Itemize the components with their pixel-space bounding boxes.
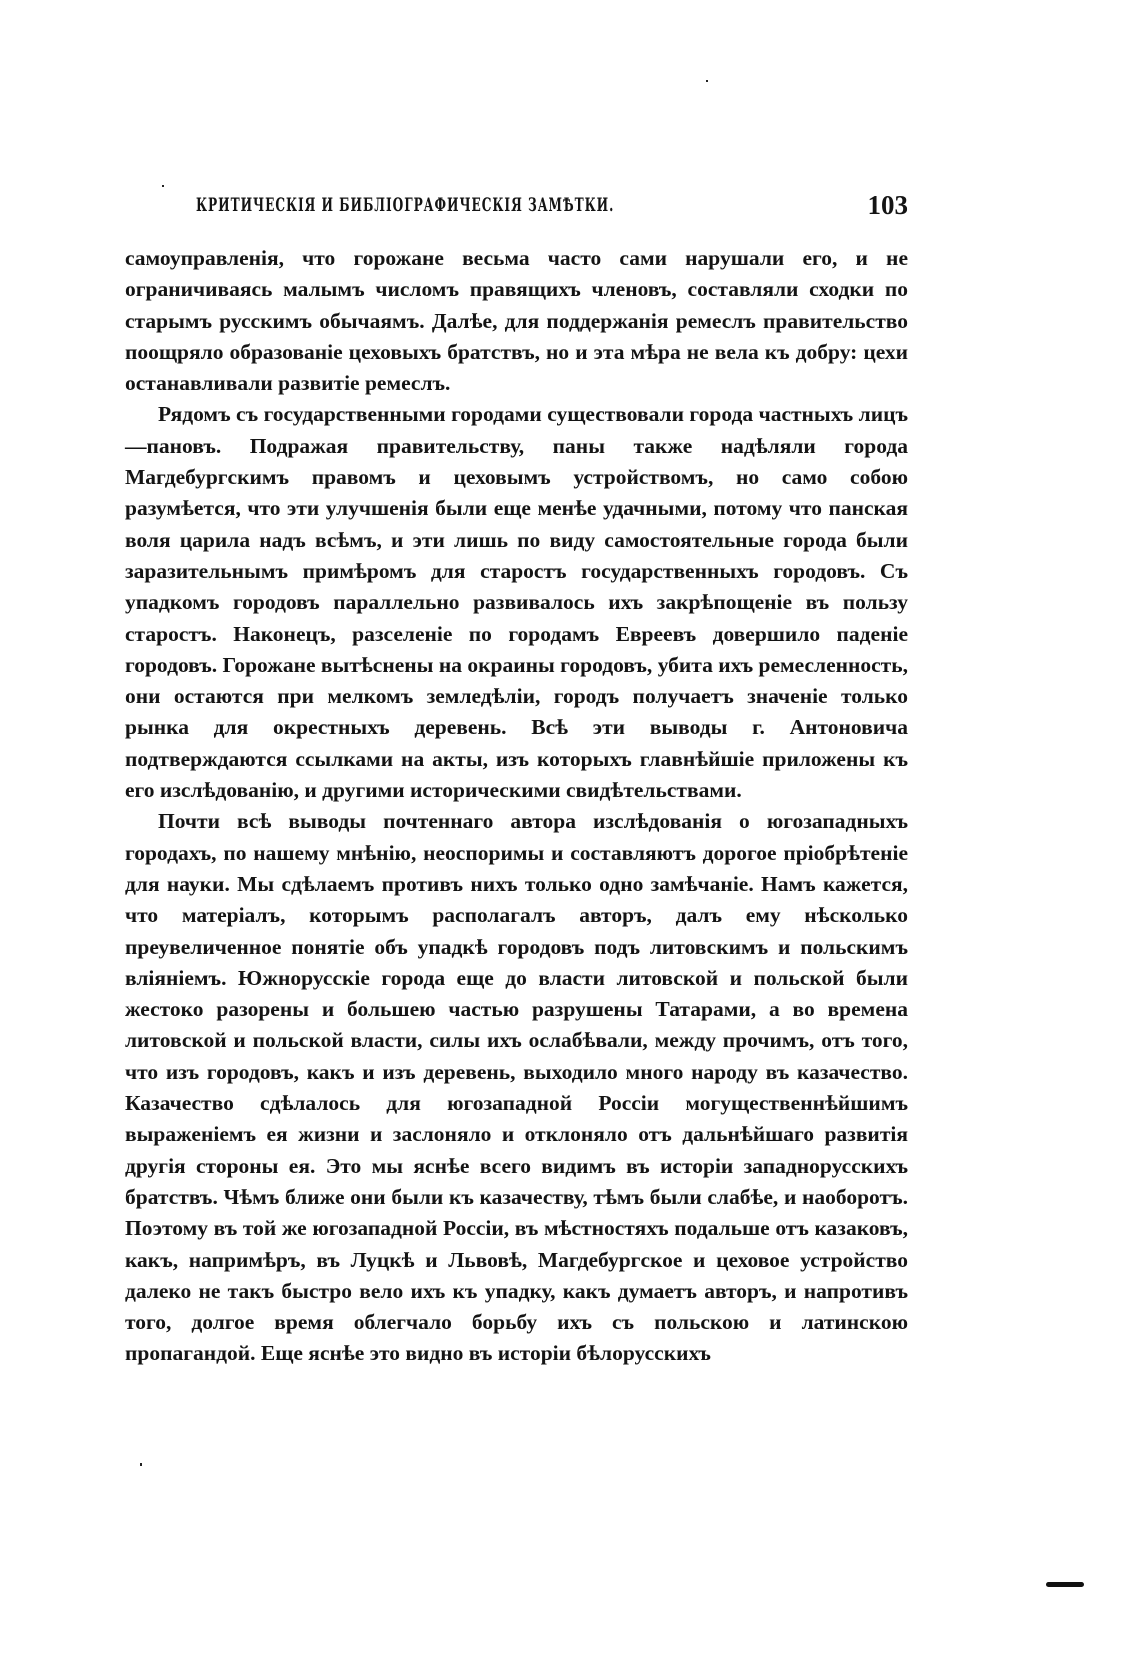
page-number: 103 bbox=[867, 190, 908, 220]
scan-speck bbox=[162, 185, 164, 187]
text-body bbox=[125, 243, 908, 1370]
paragraph-remarks: Почти всѣ выводы почтеннаго автора изслѣдованія о югозападныхъ городахъ, по нашему мнѣнію, неоспоримы и составляютъ дорогое пріобрѣтеніе для науки. Мы сдѣлаемъ противъ нихъ только одно замѣчаніе. Намъ кажется, что матеріалъ, которымъ располагалъ авторъ, далъ ему нѣсколько преувеличенное понятіе объ упадкѣ городовъ подъ литовскимъ и польскимъ вліяніемъ. Южнорусскіе города еще до власти литовской и польской были жестоко разорены и большею частью разрушены Татарами, а во времена литовской и польской власти, силы ихъ ослабѣвали, между прочимъ, отъ того, что изъ городовъ, какъ и изъ деревень, выходило много народу въ казачество. Казачество сдѣлалось для югозападной Россіи могущественнѣйшимъ выраженіемъ ея жизни и заслоняло и отклоняло отъ дальнѣйшаго развитія другія стороны ея. Это мы яснѣе всего видимъ въ исторіи западнорусскихъ братствъ. Чѣмъ ближе они были къ казачеству, тѣмъ были слабѣе, и наоборотъ. Поэтому въ той же югозападной Россіи, въ мѣстностяхъ подальше отъ казаковъ, какъ, напримѣръ, въ Луцкѣ и Львовѣ, Магдебургское и цеховое устройство далеко не такъ быстро вело ихъ къ упадку, какъ думаетъ авторъ, и напротивъ того, долгое время облегчало борьбу ихъ съ польскою и латинскою пропагандой. Еще яснѣе это видно въ исторіи бѣлорусскихъ bbox=[125, 809, 908, 1366]
page-header bbox=[196, 190, 908, 224]
scan-speck bbox=[140, 1463, 142, 1466]
scan-speck bbox=[706, 80, 708, 82]
running-title: КРИТИЧЕСКІЯ И БИБЛІОГРАФИЧЕСКІЯ ЗАМѢТКИ. bbox=[196, 194, 615, 216]
scan-dash-mark bbox=[1046, 1582, 1084, 1587]
paragraph-private-towns: Рядомъ съ государственными городами существовали города частныхъ лицъ—пановъ. Подражая правительству, паны также надѣляли города Магдебургскимъ правомъ и цеховымъ устройствомъ, но само собою разумѣется, что эти улучшенія были еще менѣе удачными, потому что панская воля царила надъ всѣмъ, и эти лишь по виду самостоятельные города были заразительнымъ примѣромъ для старостъ государственныхъ городовъ. Съ упадкомъ городовъ параллельно развивалось ихъ закрѣпощеніе въ пользу старостъ. Наконецъ, разселеніе по городамъ Евреевъ довершило паденіе городовъ. Горожане вытѣснены на окраины городовъ, убита ихъ ремесленность, они остаются при мелкомъ земледѣліи, городъ получаетъ значеніе только рынка для окрестныхъ деревень. Всѣ эти выводы г. Антоновича подтверждаются ссылками на акты, изъ которыхъ главнѣйшіе приложены къ его изслѣдованію, и другими историческими свидѣтельствами. bbox=[125, 402, 908, 803]
paragraph-continued: самоуправленія, что горожане весьма часто сами нарушали его, и не ограничиваясь малымъ числомъ правящихъ членовъ, составляли сходки по старымъ русскимъ обычаямъ. Далѣе, для поддержанія ремеслъ правительство поощряло образованіе цеховыхъ братствъ, но и эта мѣра не вела къ добру: цехи останавливали развитіе ремеслъ. bbox=[125, 246, 908, 396]
